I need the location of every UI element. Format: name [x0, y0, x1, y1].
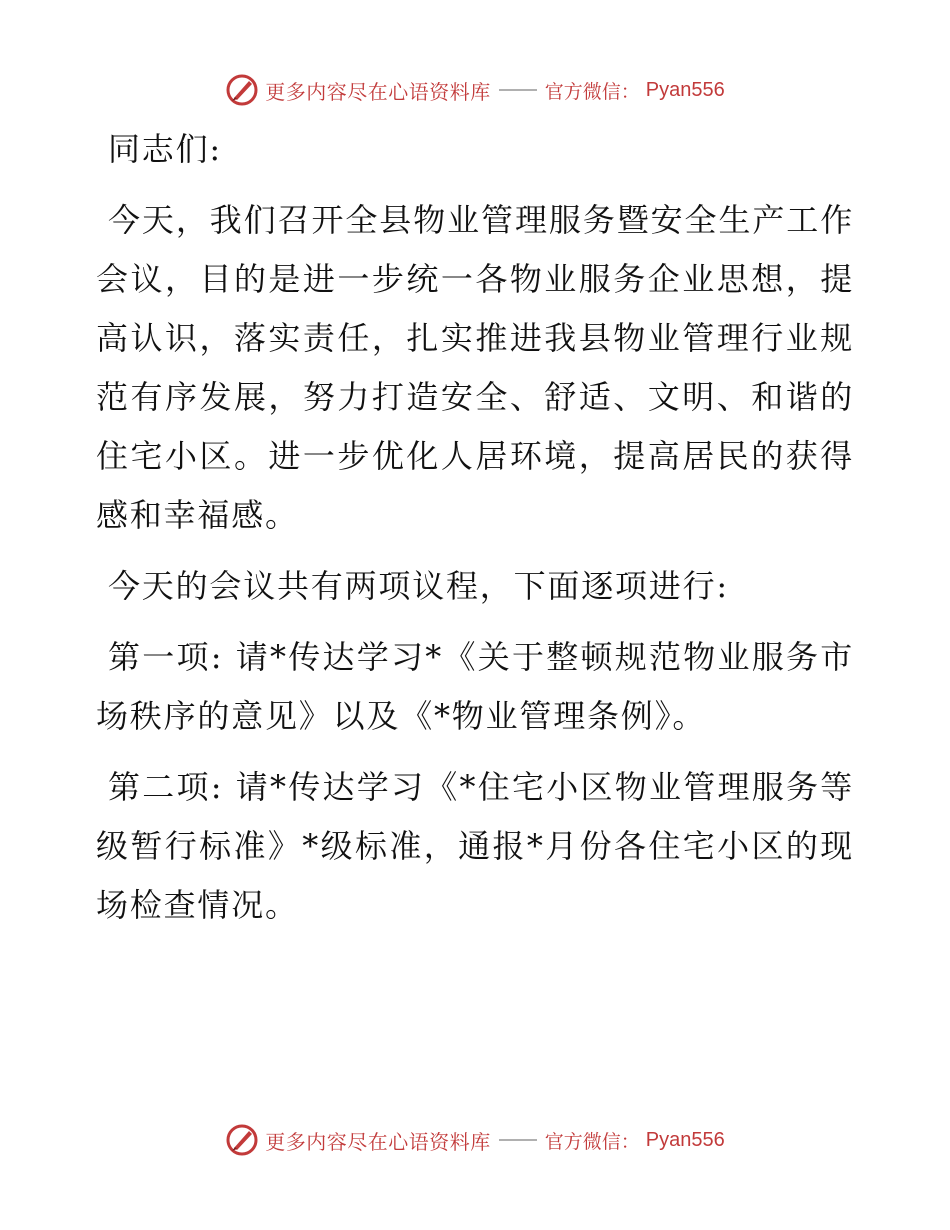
footer-watermark [0, 1120, 950, 1160]
paragraph-item-two-text: 第二项: 请*传达学习《*住宅小区物业管理服务等级暂行标准》*级标准，通报*月份各住宅小区的现场检查情况。 [96, 768, 854, 924]
paragraph-opening [96, 191, 854, 545]
quill-pen-logo-icon [225, 1123, 259, 1157]
paragraph-item-one-text: 第一项: 请*传达学习*《关于整顿规范物业服务市场秩序的意见》以及《*物业管理条例》。 [96, 638, 854, 735]
quill-pen-logo-icon [225, 73, 259, 107]
watermark-brand: 更多内容尽在心语资料库 [265, 79, 491, 104]
salutation-text: 同志们: [108, 130, 222, 168]
salutation [96, 120, 854, 179]
paragraph-item-two [96, 758, 854, 935]
paragraph-item-one [96, 628, 854, 746]
paragraph-agenda [96, 557, 854, 616]
watermark-official: 官方微信： [544, 1130, 640, 1153]
paragraph-agenda-text: 今天的会议共有两项议程，下面逐项进行: [108, 567, 729, 605]
header-watermark [0, 70, 950, 110]
watermark-dash [499, 89, 537, 91]
watermark-handle: Pyan556 [645, 78, 725, 101]
watermark-official: 官方微信： [544, 80, 640, 103]
paragraph-opening-text: 今天，我们召开全县物业管理服务暨安全生产工作会议，目的是进一步统一各物业服务企业思想，提高认识，落实责任，扎实推进我县物业管理行业规范有序发展，努力打造安全、舒适、文明、和谐的住宅小区。进一步优化人居环境，提高居民的获得感和幸福感。 [96, 201, 854, 534]
watermark-handle: Pyan556 [645, 1128, 725, 1151]
document-body [96, 120, 854, 935]
watermark-brand: 更多内容尽在心语资料库 [265, 1129, 491, 1154]
watermark-dash [499, 1139, 537, 1141]
